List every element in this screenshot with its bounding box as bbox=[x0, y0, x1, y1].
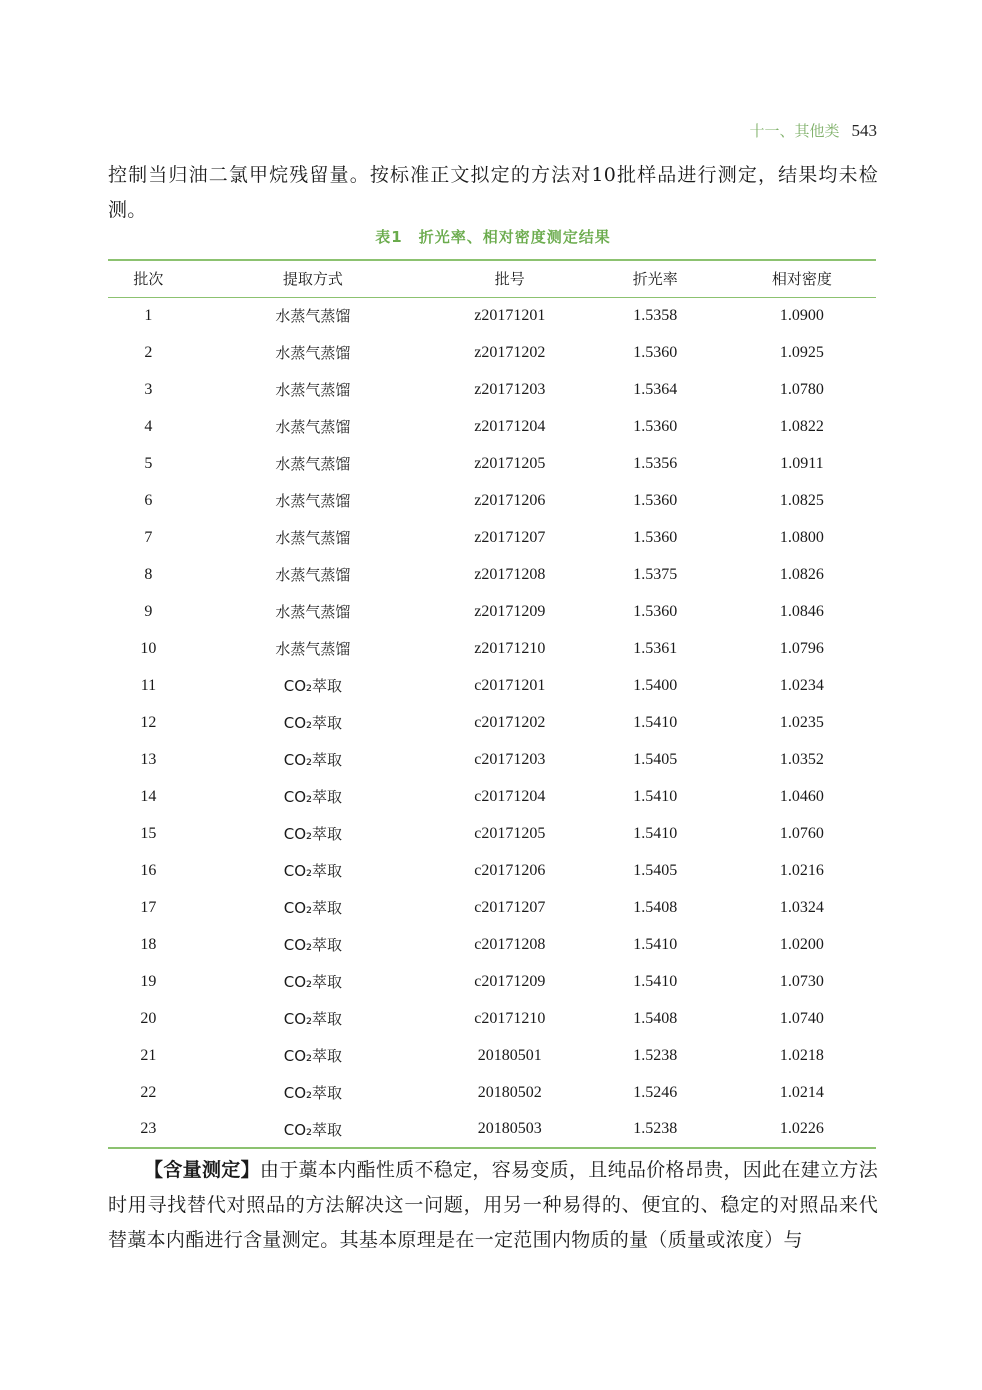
cell-method: 水蒸气蒸馏 bbox=[275, 603, 351, 621]
table-row bbox=[108, 1074, 876, 1111]
running-head bbox=[749, 120, 877, 141]
cell-relative-density: 1.0730 bbox=[779, 972, 824, 990]
cell-batch-code: c20171203 bbox=[474, 750, 546, 768]
cell-relative-density: 1.0796 bbox=[779, 639, 824, 657]
cell-method: 水蒸气蒸馏 bbox=[275, 640, 351, 658]
cell-method: 水蒸气蒸馏 bbox=[275, 529, 351, 547]
cell-refractive-index: 1.5238 bbox=[583, 1111, 728, 1148]
header-batch-code: 批号 bbox=[437, 260, 583, 297]
cell-batch-code: z20171209 bbox=[474, 602, 546, 620]
cell-relative-density: 1.0780 bbox=[779, 380, 824, 398]
cell-method: CO₂萃取 bbox=[283, 677, 343, 695]
table-row bbox=[108, 445, 876, 482]
cell-refractive-index: 1.5246 bbox=[633, 1083, 678, 1101]
cell-refractive-index: 1.5358 bbox=[633, 306, 678, 324]
cell-refractive-index: 1.5410 bbox=[633, 824, 678, 842]
cell-batch-code: c20171208 bbox=[474, 935, 546, 953]
cell-batch-code: c20171204 bbox=[474, 787, 546, 805]
content-text: 由于藁本内酯性质不稳定，容易变质，且纯品价格昂贵，因此在建立方法时用寻找替代对照品的方法解决这一问题，用另一种易得的、便宜的、稳定的对照品来代替藁本内酯进行含量测定。其基本原理是在一定范围内物质的量（质量或浓度）与 bbox=[108, 1159, 878, 1251]
cell-refractive-index: 1.5410 bbox=[633, 935, 678, 953]
cell-refractive-index: 1.5410 bbox=[633, 713, 678, 731]
table-row bbox=[108, 297, 876, 334]
cell-batch-code: z20171204 bbox=[474, 417, 546, 435]
cell-batch-code: 20180503 bbox=[437, 1111, 583, 1148]
header-batch: 批次 bbox=[108, 260, 189, 297]
cell-batch-code: z20171202 bbox=[474, 343, 546, 361]
table-row bbox=[108, 889, 876, 926]
cell-method: CO₂萃取 bbox=[283, 788, 343, 806]
cell-method: CO₂萃取 bbox=[283, 714, 343, 732]
cell-batch-code: c20171201 bbox=[474, 676, 546, 694]
cell-batch: 8 bbox=[144, 565, 153, 583]
table-row bbox=[108, 667, 876, 704]
cell-method: CO₂萃取 bbox=[283, 1010, 343, 1028]
table-row bbox=[108, 371, 876, 408]
cell-refractive-index: 1.5405 bbox=[633, 861, 678, 879]
table-row bbox=[108, 852, 876, 889]
cell-method: 水蒸气蒸馏 bbox=[275, 566, 351, 584]
cell-method: 水蒸气蒸馏 bbox=[275, 418, 351, 436]
intro-paragraph: 控制当归油二氯甲烷残留量。按标准正文拟定的方法对10批样品进行测定，结果均未检测。 bbox=[108, 164, 878, 221]
cell-relative-density: 1.0235 bbox=[779, 713, 824, 731]
cell-batch: 23 bbox=[108, 1111, 189, 1148]
cell-batch: 13 bbox=[140, 750, 157, 768]
cell-relative-density: 1.0925 bbox=[779, 343, 824, 361]
cell-relative-density: 1.0460 bbox=[779, 787, 824, 805]
cell-batch: 11 bbox=[140, 676, 157, 694]
table-row bbox=[108, 408, 876, 445]
cell-batch-code: z20171206 bbox=[474, 491, 546, 509]
cell-relative-density: 1.0324 bbox=[779, 898, 824, 916]
cell-batch-code: z20171203 bbox=[474, 380, 546, 398]
cell-refractive-index: 1.5410 bbox=[633, 787, 678, 805]
cell-relative-density: 1.0226 bbox=[728, 1111, 876, 1148]
table-row bbox=[108, 593, 876, 630]
cell-method: CO₂萃取 bbox=[283, 973, 343, 991]
cell-batch-code: z20171205 bbox=[474, 454, 546, 472]
cell-relative-density: 1.0234 bbox=[779, 676, 824, 694]
cell-method: 水蒸气蒸馏 bbox=[275, 381, 351, 399]
cell-relative-density: 1.0911 bbox=[780, 454, 824, 472]
cell-batch: 6 bbox=[144, 491, 153, 509]
table-row bbox=[108, 1111, 876, 1148]
cell-refractive-index: 1.5408 bbox=[633, 1009, 678, 1027]
cell-relative-density: 1.0760 bbox=[779, 824, 824, 842]
table-row bbox=[108, 778, 876, 815]
cell-batch: 7 bbox=[144, 528, 153, 546]
cell-method: 水蒸气蒸馏 bbox=[275, 344, 351, 362]
cell-batch: 21 bbox=[140, 1046, 157, 1064]
cell-relative-density: 1.0352 bbox=[779, 750, 824, 768]
table-row bbox=[108, 741, 876, 778]
table-row bbox=[108, 963, 876, 1000]
cell-refractive-index: 1.5356 bbox=[633, 454, 678, 472]
cell-method: CO₂萃取 bbox=[189, 1111, 437, 1148]
cell-method: CO₂萃取 bbox=[283, 899, 343, 917]
cell-batch-code: 20180501 bbox=[477, 1046, 542, 1064]
cell-batch: 10 bbox=[140, 639, 157, 657]
cell-refractive-index: 1.5360 bbox=[633, 417, 678, 435]
header-relative-density: 相对密度 bbox=[728, 260, 876, 297]
cell-batch: 16 bbox=[140, 861, 157, 879]
cell-batch: 2 bbox=[144, 343, 153, 361]
cell-refractive-index: 1.5375 bbox=[633, 565, 678, 583]
cell-relative-density: 1.0900 bbox=[779, 306, 824, 324]
cell-batch: 9 bbox=[144, 602, 153, 620]
cell-relative-density: 1.0740 bbox=[779, 1009, 824, 1027]
cell-batch: 12 bbox=[140, 713, 157, 731]
cell-relative-density: 1.0216 bbox=[779, 861, 824, 879]
cell-relative-density: 1.0846 bbox=[779, 602, 824, 620]
cell-relative-density: 1.0200 bbox=[779, 935, 824, 953]
cell-refractive-index: 1.5408 bbox=[633, 898, 678, 916]
cell-relative-density: 1.0822 bbox=[779, 417, 824, 435]
cell-batch-code: c20171205 bbox=[474, 824, 546, 842]
cell-relative-density: 1.0218 bbox=[779, 1046, 824, 1064]
cell-method: CO₂萃取 bbox=[283, 1084, 343, 1102]
table-row bbox=[108, 630, 876, 667]
cell-refractive-index: 1.5360 bbox=[633, 491, 678, 509]
cell-refractive-index: 1.5400 bbox=[633, 676, 678, 694]
content-paragraph bbox=[108, 1153, 878, 1258]
cell-batch-code: c20171206 bbox=[474, 861, 546, 879]
table-body bbox=[108, 297, 876, 1148]
cell-batch: 18 bbox=[140, 935, 157, 953]
table-caption: 表1 折光率、相对密度测定结果 bbox=[375, 228, 611, 246]
table-row bbox=[108, 482, 876, 519]
cell-batch-code: z20171208 bbox=[474, 565, 546, 583]
cell-batch: 15 bbox=[140, 824, 157, 842]
cell-refractive-index: 1.5364 bbox=[633, 380, 678, 398]
cell-batch: 1 bbox=[144, 306, 153, 324]
table-row bbox=[108, 815, 876, 852]
cell-refractive-index: 1.5360 bbox=[633, 602, 678, 620]
cell-batch-code: c20171202 bbox=[474, 713, 546, 731]
page-number: 543 bbox=[851, 121, 877, 140]
cell-relative-density: 1.0826 bbox=[779, 565, 824, 583]
table-row bbox=[108, 556, 876, 593]
cell-refractive-index: 1.5360 bbox=[633, 343, 678, 361]
cell-batch: 20 bbox=[140, 1009, 157, 1027]
cell-batch: 17 bbox=[140, 898, 157, 916]
cell-batch-code: 20180502 bbox=[477, 1083, 542, 1101]
results-table bbox=[108, 259, 876, 1149]
header-refractive-index: 折光率 bbox=[583, 260, 728, 297]
cell-refractive-index: 1.5238 bbox=[633, 1046, 678, 1064]
cell-batch-code: z20171210 bbox=[474, 639, 546, 657]
cell-method: 水蒸气蒸馏 bbox=[275, 492, 351, 510]
table-row bbox=[108, 926, 876, 963]
cell-method: CO₂萃取 bbox=[283, 936, 343, 954]
table-row bbox=[108, 334, 876, 371]
cell-batch-code: c20171209 bbox=[474, 972, 546, 990]
cell-batch: 5 bbox=[144, 454, 153, 472]
table-header-row bbox=[108, 260, 876, 297]
cell-refractive-index: 1.5405 bbox=[633, 750, 678, 768]
cell-batch-code: z20171207 bbox=[474, 528, 546, 546]
cell-relative-density: 1.0800 bbox=[779, 528, 824, 546]
table-row bbox=[108, 1037, 876, 1074]
cell-batch-code: c20171210 bbox=[474, 1009, 546, 1027]
table-row bbox=[108, 519, 876, 556]
cell-relative-density: 1.0825 bbox=[779, 491, 824, 509]
cell-refractive-index: 1.5410 bbox=[633, 972, 678, 990]
cell-batch: 22 bbox=[140, 1083, 157, 1101]
cell-method: CO₂萃取 bbox=[283, 751, 343, 769]
cell-batch-code: z20171201 bbox=[474, 306, 546, 324]
cell-refractive-index: 1.5360 bbox=[633, 528, 678, 546]
content-label: 【含量测定】 bbox=[144, 1159, 260, 1181]
cell-method: 水蒸气蒸馏 bbox=[275, 307, 351, 326]
cell-batch: 4 bbox=[144, 417, 153, 435]
table-row bbox=[108, 704, 876, 741]
cell-batch: 19 bbox=[140, 972, 157, 990]
header-method: 提取方式 bbox=[189, 260, 437, 297]
cell-method: 水蒸气蒸馏 bbox=[275, 455, 351, 473]
cell-method: CO₂萃取 bbox=[283, 1047, 343, 1065]
cell-method: CO₂萃取 bbox=[283, 825, 343, 843]
table-row bbox=[108, 1000, 876, 1037]
cell-batch: 14 bbox=[140, 787, 157, 805]
cell-method: CO₂萃取 bbox=[283, 862, 343, 880]
cell-batch: 3 bbox=[144, 380, 153, 398]
cell-batch-code: c20171207 bbox=[474, 898, 546, 916]
cell-relative-density: 1.0214 bbox=[779, 1083, 824, 1101]
cell-refractive-index: 1.5361 bbox=[633, 639, 678, 657]
section-title: 十一、其他类 bbox=[749, 122, 840, 140]
